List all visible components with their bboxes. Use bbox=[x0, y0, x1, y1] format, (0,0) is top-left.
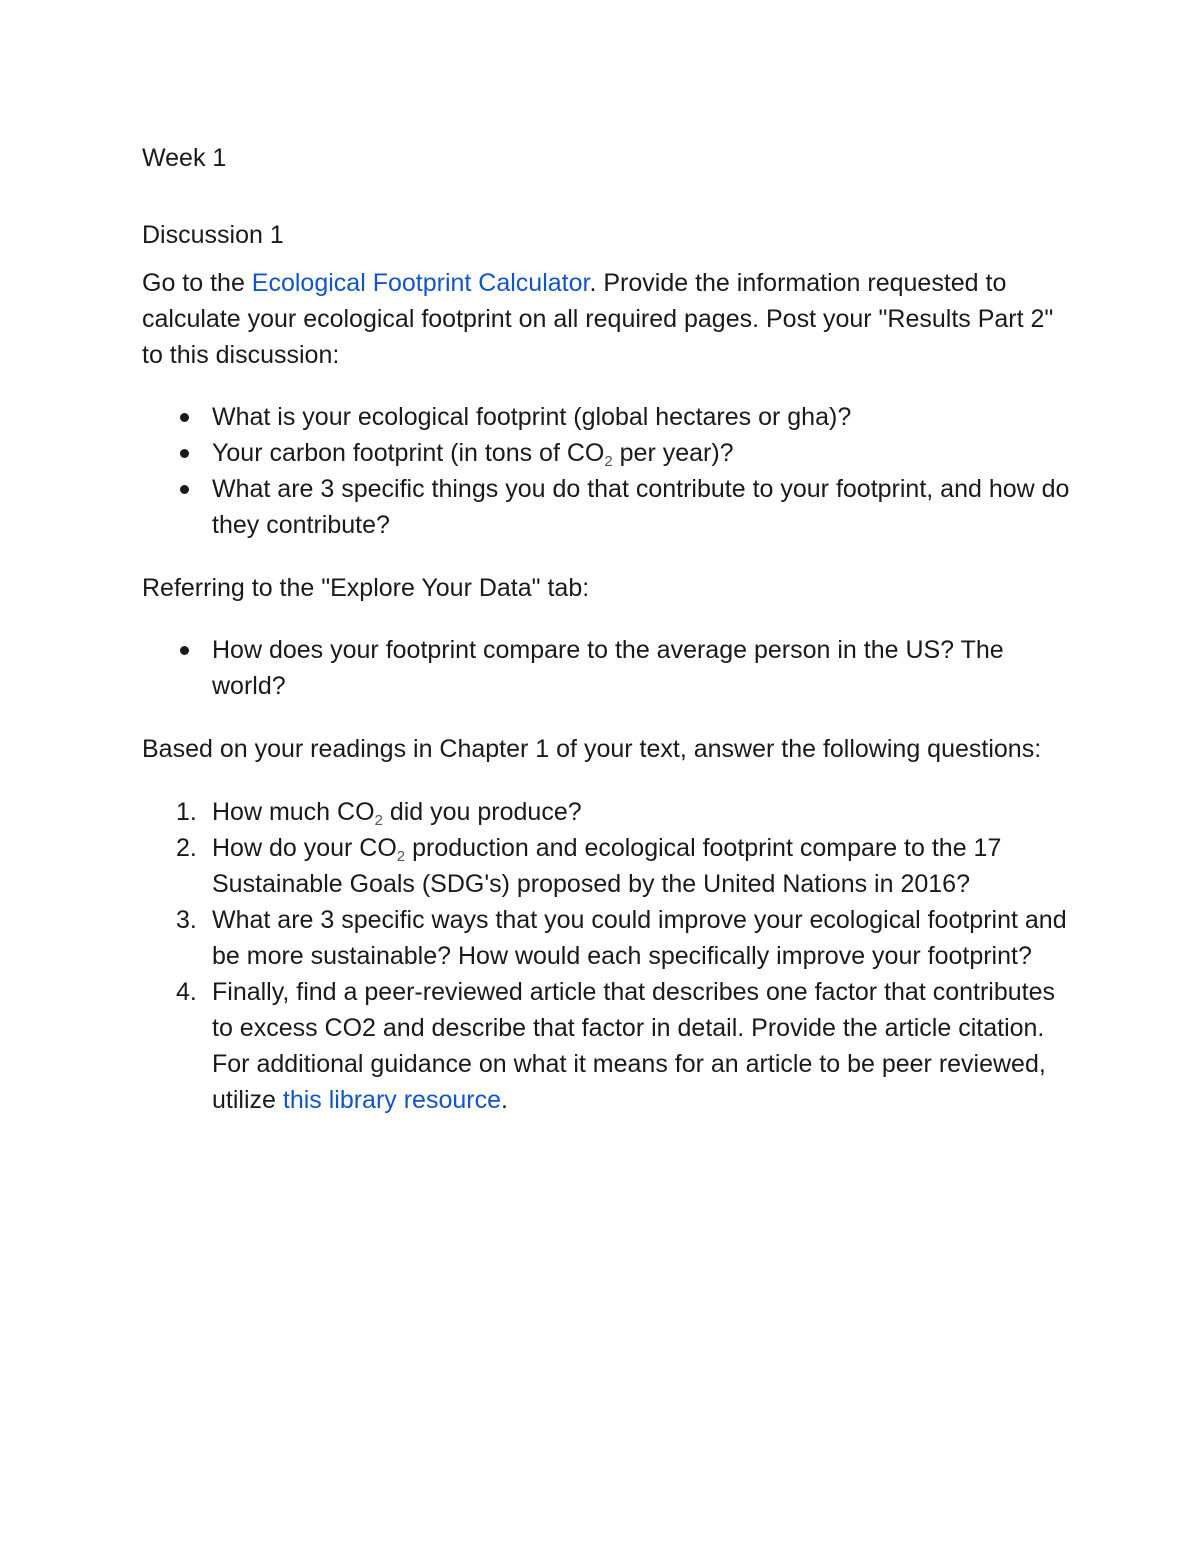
question-text-start: How do your CO bbox=[212, 834, 397, 862]
intro-text-start: Go to the bbox=[142, 269, 252, 297]
question-text-start: Finally, find a peer-reviewed article that describes one factor that contributes to excess CO2 and describe that factor in detail. Provide the article citation. For additional guidance on what it means for an article to be peer reviewed, utilize bbox=[212, 978, 1056, 1114]
list-item bbox=[142, 632, 1072, 704]
explore-bullet-list bbox=[142, 632, 1072, 704]
item-number: 2. bbox=[176, 834, 197, 862]
discussion-title: Discussion 1 bbox=[142, 221, 284, 249]
item-number: 1. bbox=[176, 798, 197, 826]
bullet-icon bbox=[180, 485, 189, 494]
subscript: 2 bbox=[604, 453, 613, 470]
ecological-footprint-calculator-link[interactable]: Ecological Footprint Calculator bbox=[251, 269, 590, 297]
question-text-end: . bbox=[501, 1086, 508, 1114]
bullet-text: What is your ecological footprint (global hectares or gha)? bbox=[212, 403, 852, 431]
bullet-text-start: Your carbon footprint (in tons of CO bbox=[212, 439, 605, 467]
question-text-end: did you produce? bbox=[382, 798, 582, 826]
results-bullet-list bbox=[142, 399, 1072, 543]
list-item bbox=[142, 399, 1072, 435]
bullet-text: How does your footprint compare to the average person in the US? The world? bbox=[212, 636, 1004, 700]
question-text-end: production and ecological footprint compare to the 17 Sustainable Goals (SDG's) proposed by the United Nations in 2016? bbox=[212, 834, 1002, 898]
subscript: 2 bbox=[374, 812, 383, 829]
question-text: What are 3 specific ways that you could improve your ecological footprint and be more sustainable? How would each specifically improve your footprint? bbox=[212, 906, 1067, 970]
list-item bbox=[142, 974, 1072, 1118]
question-text-start: How much CO bbox=[212, 798, 375, 826]
intro-paragraph bbox=[142, 265, 1072, 373]
week-title: Week 1 bbox=[142, 144, 227, 172]
explore-intro: Referring to the "Explore Your Data" tab: bbox=[142, 574, 590, 602]
bullet-icon bbox=[180, 449, 189, 458]
list-item bbox=[142, 902, 1072, 974]
list-item bbox=[142, 471, 1072, 543]
document-page bbox=[142, 140, 1072, 1118]
item-number: 3. bbox=[176, 906, 197, 934]
questions-list bbox=[142, 794, 1072, 1118]
bullet-text: What are 3 specific things you do that contribute to your footprint, and how do they contribute? bbox=[212, 475, 1070, 539]
subscript: 2 bbox=[396, 848, 406, 865]
bullet-icon bbox=[180, 646, 189, 655]
readings-intro: Based on your readings in Chapter 1 of your text, answer the following questions: bbox=[142, 735, 1042, 763]
bullet-icon bbox=[180, 413, 189, 422]
intro-text-end: . Provide the information requested to calculate your ecological footprint on all required pages. Post your "Results Part 2" to this discussion: bbox=[142, 269, 1054, 369]
library-resource-link[interactable]: this library resource bbox=[282, 1086, 502, 1114]
list-item bbox=[142, 794, 1072, 830]
list-item bbox=[142, 830, 1072, 902]
item-number: 4. bbox=[176, 978, 197, 1006]
list-item bbox=[142, 435, 1072, 471]
bullet-text-end: per year)? bbox=[612, 439, 734, 467]
